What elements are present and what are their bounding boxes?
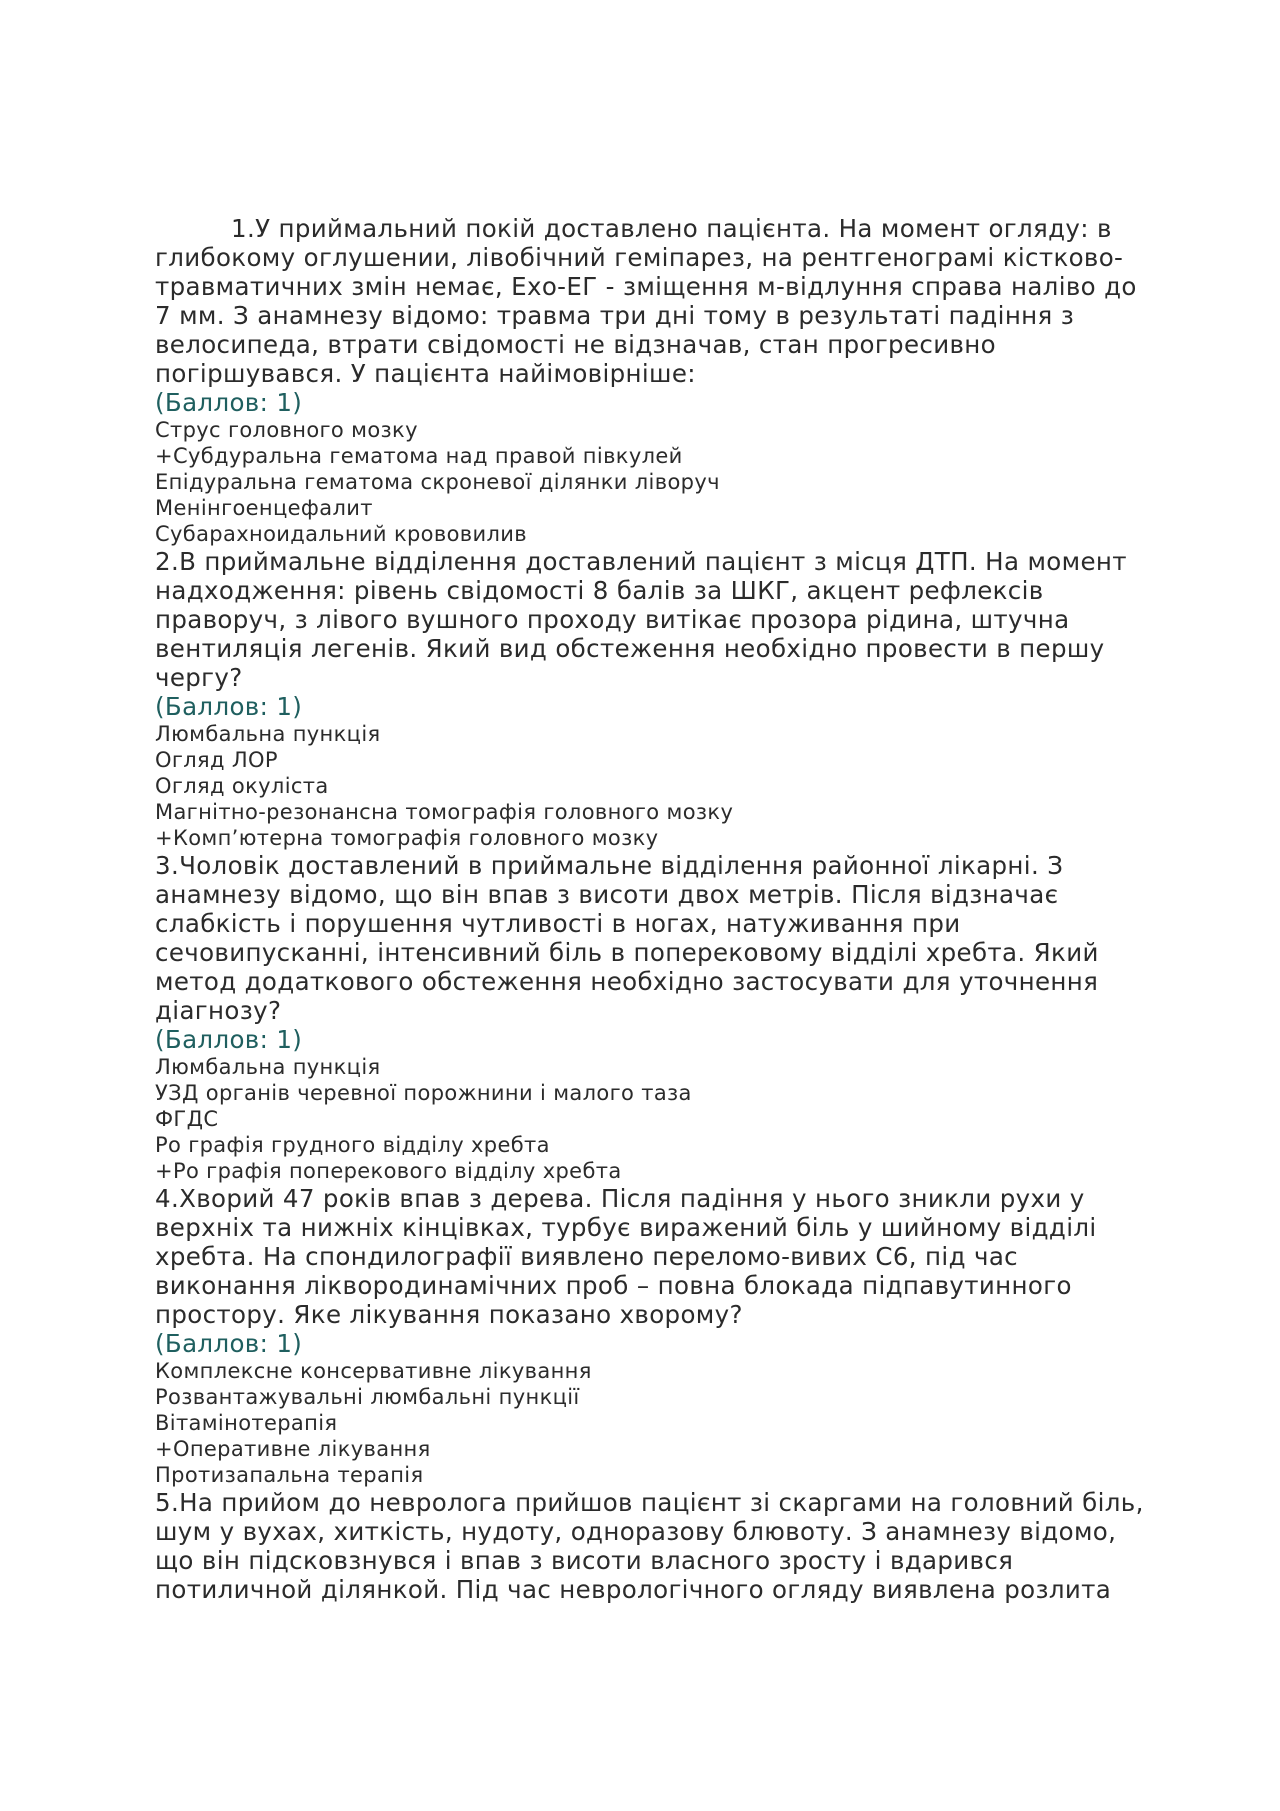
question-block: [155, 214, 1145, 547]
answer-options: [155, 1358, 1145, 1488]
score-label: (Баллов: 1): [155, 1329, 303, 1358]
question-text: 2.В приймальне відділення доставлений пацієнт з місця ДТП. На момент надходження: рівень свідомості 8 балів за ШКГ, акцент рефлексів праворуч, з лівого вушного проходу витікає прозора рідина, штучна вентиляція легенів. Який вид обстеження необхідно провести в першу чергу?: [155, 547, 1127, 692]
answer-option: Ро графія грудного відділу хребта: [155, 1133, 550, 1157]
question-block: [155, 1184, 1145, 1488]
question-block: [155, 1488, 1145, 1604]
score-label: (Баллов: 1): [155, 692, 303, 721]
answer-option: Струс головного мозку: [155, 418, 418, 442]
answer-option: УЗД органів черевної порожнини і малого таза: [155, 1081, 692, 1105]
answer-option: Протизапальна терапія: [155, 1463, 424, 1487]
answer-option-correct: +Ро графія поперекового відділу хребта: [155, 1159, 622, 1183]
question-text: 3.Чоловік доставлений в приймальне відділення районної лікарні. З анамнезу відомо, що він впав з висоти двох метрів. Після відзначає слабкість і порушення чутливості в ногах, натуживання при сечовипусканні, інтенсивний біль в поперековому відділі хребта. Який метод додаткового обстеження необхідно застосувати для уточнення діагнозу?: [155, 851, 1099, 1025]
answer-option: Вітамінотерапія: [155, 1411, 338, 1435]
answer-option: Люмбальна пункція: [155, 722, 381, 746]
answer-option-correct: +Субдуральна гематома над правой півкулей: [155, 444, 683, 468]
answer-option: Менінгоенцефалит: [155, 496, 373, 520]
answer-options: [155, 721, 1145, 851]
score-label: (Баллов: 1): [155, 388, 303, 417]
score-label: (Баллов: 1): [155, 1025, 303, 1054]
question-text: 4.Хворий 47 років впав з дерева. Після падіння у нього зникли рухи у верхніх та нижніх кінцівках, турбує виражений біль у шийному відділі хребта. На спондилографії виявлено переломо-вивих С6, під час виконання ліквородинамічних проб – повна блокада підпавутинного простору. Яке лікування показано хворому?: [155, 1184, 1097, 1329]
answer-option: Люмбальна пункція: [155, 1055, 381, 1079]
answer-option: Огляд ЛОР: [155, 748, 278, 772]
answer-options: [155, 1054, 1145, 1184]
question-text: 5.На прийом до невролога прийшов пацієнт зі скаргами на головний біль, шум у вухах, хиткість, нудоту, одноразову блювоту. З анамнезу відомо, що він підсковзнувся і впав з висоти власного зросту і вдарився потиличной ділянкой. Під час неврологічного огляду виявлена розлита: [155, 1488, 1144, 1604]
question-text: 1.У приймальний покій доставлено пацієнта. На момент огляду: в глибокому оглушении, лівобічний геміпарез, на рентгенограмі кістково-травматичних змін немає, Ехо-ЕГ - зміщення м-відлуння справа наліво до 7 мм. З анамнезу відомо: травма три дні тому в результаті падіння з велосипеда, втрати свідомості не відзначав, стан прогресивно погіршувався. У пацієнта найімовірніше:: [155, 214, 1137, 388]
question-block: [155, 547, 1145, 851]
answer-option: Епідуральна гематома скроневої ділянки ліворуч: [155, 470, 720, 494]
answer-option-correct: +Оперативне лікування: [155, 1437, 431, 1461]
answer-option: Комплексне консервативне лікування: [155, 1359, 592, 1383]
answer-options: [155, 417, 1145, 547]
answer-option: Субарахноидальний крововилив: [155, 522, 528, 546]
answer-option: Магнітно-резонансна томографія головного мозку: [155, 800, 734, 824]
answer-option: Огляд окуліста: [155, 774, 329, 798]
answer-option: ФГДС: [155, 1107, 219, 1131]
question-block: [155, 851, 1145, 1184]
answer-option: Розвантажувальні люмбальні пункції: [155, 1385, 580, 1409]
document-content: [155, 214, 1145, 1604]
answer-option-correct: +Комп’ютерна томографія головного мозку: [155, 826, 659, 850]
